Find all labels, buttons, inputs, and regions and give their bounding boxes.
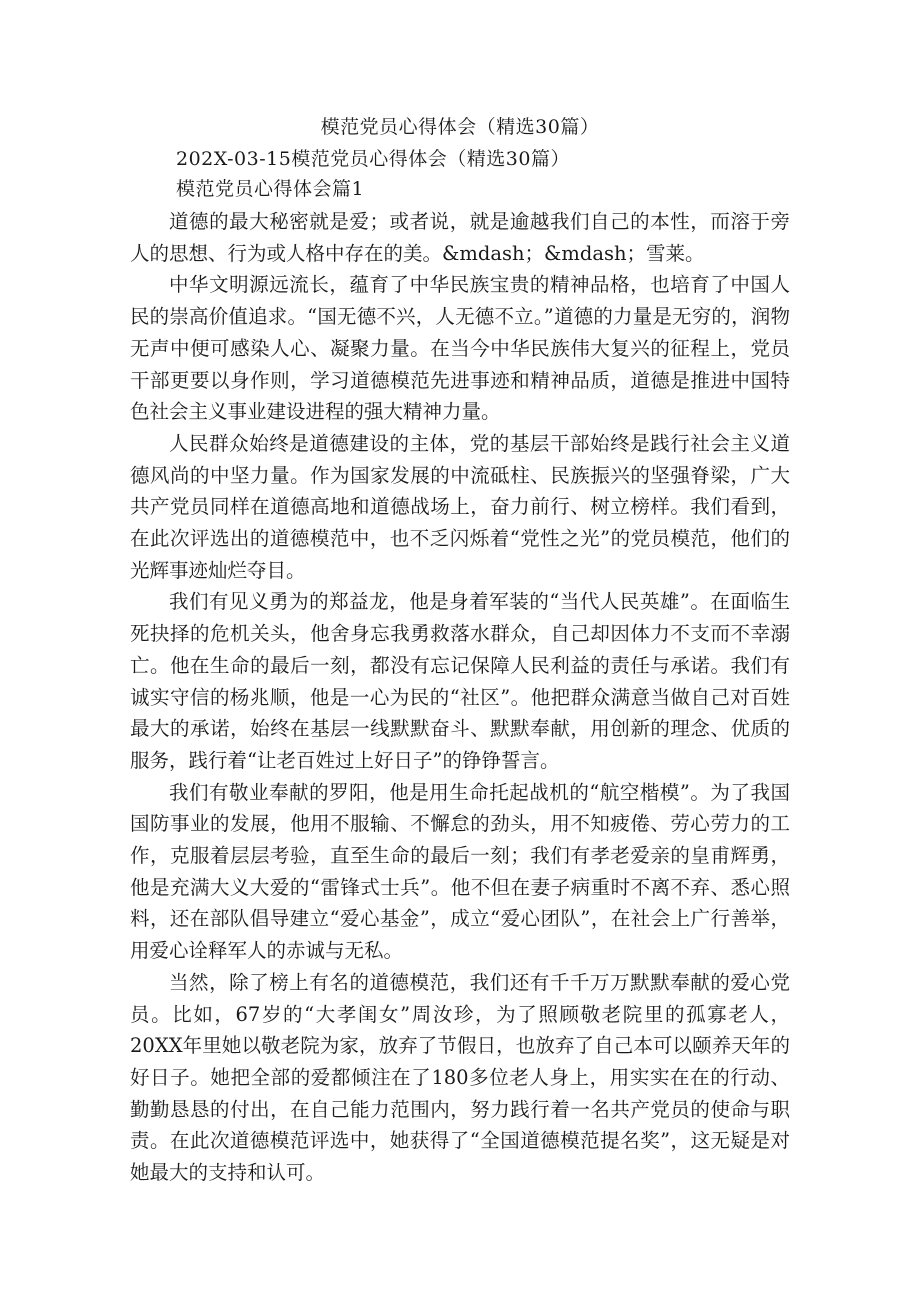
date-line: 202X-03-15模范党员心得体会（精选30篇） — [176, 148, 570, 170]
paragraph: 当然，除了榜上有名的道德模范，我们还有千千万万默默奉献的爱心党员。比如，67岁的“大孝闺女”周汝珍，为了照顾敬老院里的孤寡老人，20XX年里她以敬老院为家，放弃了节假日，也放弃了自己本可以颐养天年的好日子。她把全部的爱都倾注在了180多位老人身上，用实实在在的行动、勤勤恳恳的付出，在自己能力范围内，努力践行着一名共产党员的使命与职责。在此次道德模范评选中，她获得了“全国道德模范提名奖”，这无疑是对她最大的支持和认可。 — [130, 970, 790, 1185]
paragraph: 人民群众始终是道德建设的主体，党的基层干部始终是践行社会主义道德风尚的中坚力量。作为国家发展的中流砥柱、民族振兴的坚强脊梁，广大共产党员同样在道德高地和道德战场上，奋力前行、树立榜样。我们看到，在此次评选出的道德模范中，也不乏闪烁着“党性之光”的党员模范，他们的光辉事迹灿烂夺目。 — [130, 431, 790, 582]
paragraph: 我们有见义勇为的郑益龙，他是身着军装的“当代人民英雄”。在面临生死抉择的危机关头，他舍身忘我勇救落水群众，自己却因体力不支而不幸溺亡。他在生命的最后一刻，都没有忘记保障人民利益的责任与承诺。我们有诚实守信的杨兆顺，他是一心为民的“社区”。他把群众满意当做自己对百姓最大的承诺，始终在基层一线默默奋斗、默默奉献，用创新的理念、优质的服务，践行着“让老百姓过上好日子”的铮铮誓言。 — [130, 590, 790, 772]
section-heading: 模范党员心得体会篇1 — [176, 178, 365, 200]
document-body — [130, 206, 790, 1189]
paragraph: 我们有敬业奉献的罗阳，他是用生命托起战机的“航空楷模”。为了我国国防事业的发展，他用不服输、不懈怠的劲头，用不知疲倦、劳心劳力的工作，克服着层层考验，直至生命的最后一刻；我们有孝老爱亲的皇甫辉勇，他是充满大义大爱的“雷锋式士兵”。他不但在妻子病重时不离不弃、悉心照料，还在部队倡导建立“爱心基金”，成立“爱心团队”，在社会上广行善举，用爱心诠释军人的赤诚与无私。 — [130, 780, 790, 963]
paragraph: 中华文明源远流长，蕴育了中华民族宝贵的精神品格，也培育了中国人民的崇高价值追求。“国无德不兴，人无德不立。”道德的力量是无穷的，润物无声中便可感染人心、凝聚力量。在当今中华民族伟大复兴的征程上，党员干部更要以身作则，学习道德模范先进事迹和精神品质，道德是推进中国特色社会主义事业建设进程的强大精神力量。 — [130, 273, 790, 424]
paragraph: 道德的最大秘密就是爱；或者说，就是逾越我们自己的本性，而溶于旁人的思想、行为或人格中存在的美。&mdash；&mdash；雪莱。 — [130, 210, 790, 265]
document-title: 模范党员心得体会（精选30篇） — [320, 116, 600, 138]
